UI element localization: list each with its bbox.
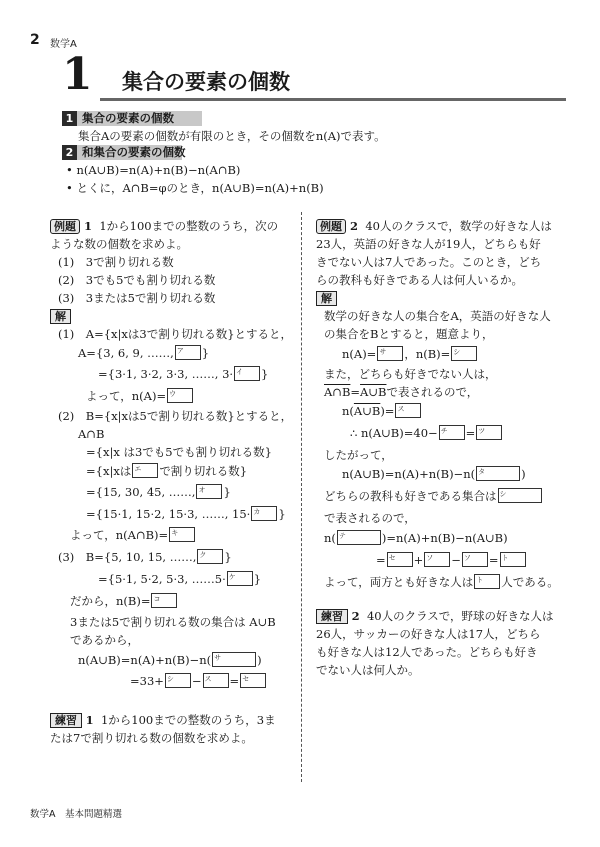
practice-1-line-1: 1から100までの整数のうち，3ま [100, 713, 276, 727]
answer-box-ku[interactable]: ク [197, 549, 223, 564]
title-rule [100, 98, 566, 101]
sol2-na: n(A)= [342, 347, 377, 361]
sol1-line-n [70, 593, 178, 609]
column-divider [301, 212, 302, 782]
sol2-therefore: ∴ n(A∪B)=40− [350, 426, 438, 440]
sol2-line-m: = セ + ソ − ソ = ト [376, 552, 527, 568]
sol1-set-b: (3) B={5, 10, 15, ……, [58, 550, 197, 564]
practice-1-tag: 練習 [50, 713, 82, 728]
sol1-line-k [70, 527, 196, 543]
sol2-people: 人である。 [501, 575, 559, 589]
sol2-represented: で表されるので， [386, 385, 479, 399]
sol1-line-j: ={15·1, 15·2, 15·3, ……, 15· カ } [86, 507, 286, 521]
answer-box-sol2-i[interactable]: セ [387, 552, 413, 567]
example-1-heading [50, 218, 278, 234]
answer-box-shi[interactable]: シ [165, 673, 191, 688]
sol1-line-h [86, 463, 247, 479]
answer-box-sol2-a[interactable]: サ [377, 346, 403, 361]
chapter-title-bar [100, 66, 566, 106]
solution-tag-2: 解 [316, 291, 337, 306]
sol1-line-r: =33+ シ − ス = セ [130, 673, 267, 689]
answer-box-sol2-g[interactable]: シ [498, 488, 542, 503]
sol1-xx: ={x|xは [86, 464, 132, 478]
footer-text: 数学A 基本問題精選 [30, 809, 122, 820]
section-2-title: 和集合の要素の個数 [82, 145, 186, 159]
answer-box-sol2-h[interactable]: テ [337, 530, 381, 545]
sol1-set-a2: ={3·1, 3·2, 3·3, ……, 3· [98, 367, 234, 381]
answer-box-sol2-b[interactable]: シ [451, 346, 477, 361]
answer-box-se[interactable]: セ [240, 673, 266, 688]
example-2-line-3: きでない人は7人であった。このとき，どち [316, 255, 542, 269]
sol1-set-b2: ={5·1, 5·2, 5·3, ……5· [98, 572, 226, 586]
answer-box-o[interactable]: オ [196, 484, 222, 499]
section-1-number: 1 [62, 111, 77, 126]
answer-box-sol2-e[interactable]: ツ [476, 425, 502, 440]
sol2-n-open: n( [342, 404, 354, 418]
sol1-33: =33+ [130, 674, 164, 688]
sol2-line-f [342, 403, 422, 419]
example-2-solution-label [316, 290, 337, 306]
example-2-tag: 例題 [316, 219, 346, 234]
sol2-line-a: 数学の好きな人の集合をA，英語の好きな人 [324, 309, 551, 323]
sol1-line-a: (1) A={x|xは3で割り切れる数}とすると， [58, 327, 293, 341]
sol2-line-i [342, 466, 526, 482]
sol1-line-d [86, 388, 194, 404]
sol1-line-l: (3) B={5, 10, 15, ……, ク } [58, 550, 232, 564]
answer-box-sol2-m[interactable]: ト [474, 574, 500, 589]
example-1-item-1: (1) 3で割り切れる数 [58, 255, 174, 269]
sol1-union: n(A∪B)=n(A)+n(B)−n( [78, 653, 212, 667]
sol2-n-close: )= [380, 404, 395, 418]
sol2-aub-over: A∪B [353, 404, 381, 418]
sol2-line-e [324, 384, 478, 400]
page-number: 2 [30, 32, 40, 48]
sol2-union: n(A∪B)=n(A)+n(B)−n( [342, 467, 476, 481]
sol2-eq3: = [376, 553, 386, 567]
sol1-line-m: ={5·1, 5·2, 5·3, ……5· ケ } [98, 572, 262, 586]
example-2-line-1: 40人のクラスで，数学の好きな人は [365, 219, 552, 233]
practice-2-line-4: でない人は何人か。 [316, 663, 420, 677]
answer-box-sol2-l[interactable]: ト [500, 552, 526, 567]
practice-2-line-2: 26人，サッカーの好きな人は17人，どちら [316, 627, 541, 641]
solution-tag-1: 解 [50, 309, 71, 324]
answer-box-ki[interactable]: キ [169, 527, 195, 542]
chapter-title: 集合の要素の個数 [122, 70, 290, 94]
example-1-number: 1 [84, 219, 93, 233]
practice-1-number: 1 [85, 713, 94, 727]
example-2-line-2: 23人，英語の好きな人が19人，どちらも好 [316, 237, 541, 251]
example-1-tag: 例題 [50, 219, 80, 234]
example-1-item-3: (3) 3または5で割り切れる数 [58, 291, 216, 305]
section-2-line-2: • とくに，A∩B=φのとき，n(A∪B)=n(A)+n(B) [66, 181, 324, 195]
practice-2-line-1: 40人のクラスで，野球の好きな人は [366, 609, 554, 623]
section-1-title: 集合の要素の個数 [82, 111, 174, 125]
example-2-number: 2 [350, 219, 359, 233]
sol1-line-o: 3または5で割り切れる数の集合は A∪B [70, 615, 276, 629]
section-2-line-1: • n(A∪B)=n(A)+n(B)−n(A∩B) [66, 163, 241, 177]
sol1-line-i: ={15, 30, 45, ……, オ } [86, 485, 231, 499]
section-1-text: 集合Aの要素の個数が有限のとき，その個数をn(A)で表す。 [78, 129, 386, 143]
sol1-set-15: ={15, 30, 45, ……, [86, 485, 196, 499]
sol2-n2: n( [324, 531, 336, 545]
answer-box-sol2-d[interactable]: チ [439, 425, 465, 440]
sol2-both-set: どちらの教科も好きである集合は [324, 489, 497, 503]
sol1-line-p: であるから， [70, 633, 139, 647]
sol1-set-15b: ={15·1, 15·2, 15·3, ……, 15· [86, 507, 251, 521]
answer-box-sol2-c[interactable]: ス [395, 403, 421, 418]
sol2-therefore2: よって，両方とも好きな人は [324, 575, 474, 589]
sol1-line-g: ={x|x は3でも5でも割り切れる数} [86, 445, 272, 459]
sol2-line-b: の集合をBとすると，題意より， [324, 327, 494, 341]
example-1-line-1: 1から100までの整数のうち，次の [99, 219, 279, 233]
sol1-nb: だから，n(B)= [70, 594, 151, 608]
answer-box-u[interactable]: ウ [167, 388, 193, 403]
sol2-line-c [342, 346, 478, 362]
sol2-line-k: で表されるので， [324, 511, 416, 525]
practice-2-number: 2 [351, 609, 360, 623]
practice-2-heading [316, 608, 554, 624]
example-1-item-2: (2) 3でも5でも割り切れる数 [58, 273, 216, 287]
sol1-divisible: で割り切れる数} [159, 464, 248, 478]
sol1-set-a: A={3, 6, 9, ……, [78, 346, 174, 360]
practice-2-tag: 練習 [316, 609, 348, 624]
answer-box-ka[interactable]: カ [251, 506, 277, 521]
sol2-line-n [324, 574, 559, 590]
sol2-eq2: = [465, 426, 476, 440]
sol1-line-f: A∩B [78, 427, 105, 441]
sol2-line-g [350, 425, 503, 441]
practice-1-line-2: たは7で割り切れる数の個数を求めよ。 [50, 731, 253, 745]
sol1-line-c: ={3·1, 3·2, 3·3, ……, 3· イ } [98, 367, 269, 381]
answer-box-sol2-j[interactable]: ソ [424, 552, 450, 567]
answer-box-i[interactable]: イ [234, 366, 260, 381]
answer-box-ko[interactable]: コ [151, 593, 177, 608]
example-2-line-4: らの教科も好きである人は何人いるか。 [316, 273, 523, 287]
practice-1-heading [50, 712, 276, 728]
sol1-line-e: (2) B={x|xは5で割り切れる数}とすると， [58, 409, 293, 423]
answer-box-sol2-f[interactable]: タ [476, 466, 520, 481]
answer-box-ke[interactable]: ケ [227, 571, 253, 586]
sol2-formula: )=n(A)+n(B)−n(A∪B) [381, 531, 508, 545]
section-2-number: 2 [62, 145, 77, 160]
subject-label: 数学A [50, 39, 77, 50]
answer-box-a[interactable]: ア [175, 345, 201, 360]
example-1-solution-label [50, 308, 71, 324]
sol2-nb: ，n(B)= [404, 347, 451, 361]
sol2-line-l [324, 530, 508, 546]
sol1-nab: よって，n(A∩B)= [70, 528, 169, 542]
sol2-eq: = [350, 385, 361, 399]
sol2-aubbar: A∪B [360, 385, 387, 399]
practice-2-line-3: も好きな人は12人であった。どちらも好き [316, 645, 538, 659]
sol1-line-q: n(A∪B)=n(A)+n(B)−n( サ ) [78, 653, 262, 667]
sol2-abar: A∩B [324, 385, 351, 399]
sol2-line-h: したがって， [324, 448, 393, 462]
chapter-number: 1 [62, 49, 93, 100]
sol1-na: よって，n(A)= [86, 389, 167, 403]
sol2-line-j [324, 488, 543, 504]
answer-box-e[interactable]: エ [132, 463, 158, 478]
sol2-line-d: また，どちらも好きでない人は， [324, 367, 497, 381]
sol2-close: ) [521, 467, 526, 481]
example-1-line-2: ような数の個数を求めよ。 [50, 237, 188, 251]
sol1-line-b: A={3, 6, 9, ……, ア } [78, 346, 210, 360]
answer-box-sa[interactable]: サ [212, 652, 256, 667]
answer-box-su[interactable]: ス [203, 673, 229, 688]
answer-box-sol2-k[interactable]: ソ [462, 552, 488, 567]
example-2-heading [316, 218, 552, 234]
